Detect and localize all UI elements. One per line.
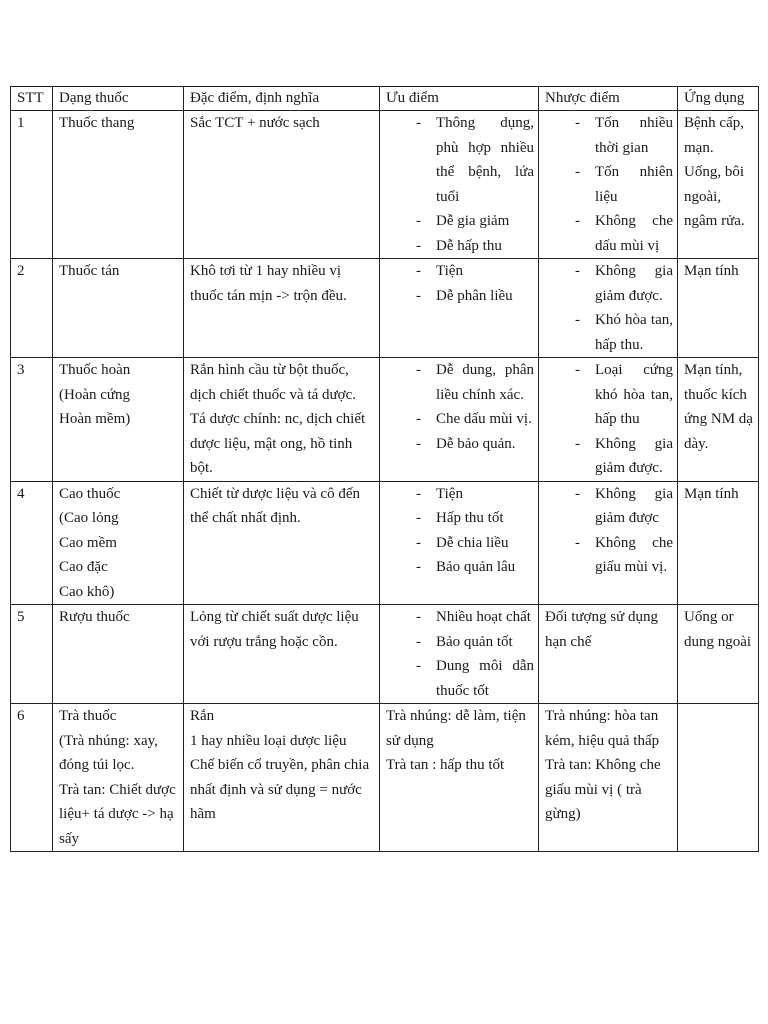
cell-advantages	[380, 704, 539, 852]
form-line: Thuốc thang	[59, 115, 135, 131]
cell-advantages	[380, 358, 539, 482]
list-item: - Tốn nhiên liệu	[545, 160, 673, 209]
advantage-text: Trà tan : hấp thu tốt	[386, 757, 505, 773]
advantages-list	[386, 259, 534, 308]
table-row	[11, 481, 759, 605]
form-line: Cao thuốc	[59, 485, 121, 502]
form-line: (Hoàn cứng	[59, 386, 131, 403]
cell-disadvantages	[539, 259, 678, 358]
list-item: - Tiện	[386, 259, 534, 284]
list-item: - Nhiều hoạt chất	[386, 605, 534, 630]
desc-line: Tá dược chính: nc, dịch chiết dược liệu, mật ong, hồ tinh bột.	[190, 411, 366, 476]
list-item: - Bảo quản lâu	[386, 555, 534, 580]
header-stt: STT	[11, 87, 53, 111]
header-drug-form: Dạng thuốc	[53, 87, 184, 111]
desc-line: Chiết từ dược liệu và cô đến thể chất nhất định.	[190, 485, 360, 526]
advantages-list	[386, 358, 534, 456]
table-header-row	[11, 87, 759, 111]
desc-line: Rắn hình cầu từ bột thuốc, dịch chiết thuốc và tá dược.	[190, 362, 357, 403]
form-line: Thuốc hoàn	[59, 362, 131, 378]
cell-application	[678, 704, 759, 852]
desc-line: Sắc TCT + nước sạch	[190, 115, 320, 131]
table-row	[11, 605, 759, 704]
cell-disadvantages	[539, 481, 678, 605]
cell-disadvantages	[539, 358, 678, 482]
cell-advantages	[380, 259, 539, 358]
list-item: - Bảo quản tốt	[386, 630, 534, 655]
cell-disadvantages	[539, 704, 678, 852]
cell-drug-form	[53, 481, 184, 605]
desc-line: Lỏng từ chiết suất dược liệu với rượu trắng hoặc cồn.	[190, 609, 359, 650]
list-item: - Dễ hấp thu	[386, 234, 534, 259]
list-item: - Dung môi dẫn thuốc tốt	[386, 654, 534, 703]
cell-characteristics	[184, 481, 380, 605]
table-row	[11, 111, 759, 259]
cell-advantages	[380, 111, 539, 259]
advantages-list	[386, 605, 534, 703]
disadvantages-list	[545, 358, 673, 481]
cell-application: Mạn tính, thuốc kích ứng NM dạ dày.	[678, 358, 759, 482]
header-application: Ứng dụng	[678, 87, 759, 111]
disadvantage-text: Đối tượng sử dụng hạn chế	[545, 609, 658, 650]
form-line: Cao khô)	[59, 583, 115, 600]
list-item: - Tốn nhiều thời gian	[545, 111, 673, 160]
cell-stt: 5	[11, 605, 53, 704]
header-disadvantages: Nhược điểm	[539, 87, 678, 111]
list-item: - Dễ chia liều	[386, 531, 534, 556]
form-line: (Cao lỏng	[59, 510, 119, 526]
list-item: - Dễ dung, phân liều chính xác.	[386, 358, 534, 407]
cell-advantages	[380, 481, 539, 605]
cell-disadvantages	[539, 111, 678, 259]
list-item: - Không che dấu mùi vị	[545, 209, 673, 258]
disadvantages-list	[545, 111, 673, 258]
desc-line: Khô tơi từ 1 hay nhiều vị thuốc tán mịn -> trộn đều.	[190, 263, 347, 304]
cell-characteristics	[184, 259, 380, 358]
cell-drug-form	[53, 111, 184, 259]
cell-drug-form	[53, 358, 184, 482]
cell-characteristics	[184, 358, 380, 482]
list-item: - Không gia giảm được.	[545, 259, 673, 308]
list-item: - Khó hòa tan, hấp thu.	[545, 308, 673, 357]
desc-line: Rắn	[190, 708, 215, 724]
cell-characteristics	[184, 605, 380, 704]
list-item: - Loại cứng khó hòa tan, hấp thu	[545, 358, 673, 432]
list-item: - Thông dụng, phù hợp nhiều thể bệnh, lứa tuổi	[386, 111, 534, 209]
cell-stt: 2	[11, 259, 53, 358]
drug-forms-table	[10, 86, 759, 852]
disadvantages-list	[545, 259, 673, 357]
list-item: - Không che giấu mùi vị.	[545, 531, 673, 580]
cell-stt: 1	[11, 111, 53, 259]
desc-line: 1 hay nhiều loại dược liệu	[190, 732, 347, 749]
cell-characteristics	[184, 704, 380, 852]
list-item: - Dễ phân liều	[386, 284, 534, 309]
list-item: - Tiện	[386, 482, 534, 507]
cell-characteristics	[184, 111, 380, 259]
cell-disadvantages	[539, 605, 678, 704]
cell-application: Bệnh cấp, mạn. Uống, bôi ngoài, ngâm rửa.	[678, 111, 759, 259]
cell-advantages	[380, 605, 539, 704]
cell-drug-form	[53, 704, 184, 852]
list-item: - Che dấu mùi vị.	[386, 407, 534, 432]
form-line: Cao đặc	[59, 559, 108, 575]
header-advantages: Ưu điểm	[380, 87, 539, 111]
table-row	[11, 704, 759, 852]
header-characteristics: Đặc điểm, định nghĩa	[184, 87, 380, 111]
form-line: Trà tan: Chiết dược liệu+ tá dược -> hạ sấy	[59, 781, 176, 847]
cell-drug-form	[53, 259, 184, 358]
cell-stt: 3	[11, 358, 53, 482]
form-line: Thuốc tán	[59, 263, 120, 279]
list-item: - Không gia giảm được	[545, 482, 673, 531]
form-line: Cao mềm	[59, 534, 117, 551]
cell-application: Uống or dung ngoài	[678, 605, 759, 704]
disadvantages-list	[545, 482, 673, 580]
cell-application: Mạn tính	[678, 259, 759, 358]
cell-drug-form	[53, 605, 184, 704]
form-line: Rượu thuốc	[59, 609, 130, 625]
form-line: Trà thuốc	[59, 708, 117, 724]
disadvantage-text: Trà nhúng: hòa tan kém, hiệu quả thấp	[545, 708, 660, 749]
desc-line: Chế biến cổ truyền, phân chia nhất định và sử dụng = nước hãm	[190, 757, 370, 822]
cell-stt: 4	[11, 481, 53, 605]
cell-stt: 6	[11, 704, 53, 852]
cell-application: Mạn tính	[678, 481, 759, 605]
advantages-list	[386, 482, 534, 580]
disadvantage-text: Trà tan: Không che giấu mùi vị ( trà gừng)	[545, 757, 661, 822]
table-row	[11, 259, 759, 358]
list-item: - Dễ bảo quản.	[386, 432, 534, 457]
advantage-text: Trà nhúng: dễ làm, tiện sử dụng	[386, 708, 526, 749]
list-item: - Hấp thu tốt	[386, 506, 534, 531]
form-line: (Trà nhúng: xay, đóng túi lọc.	[59, 732, 158, 773]
advantages-list	[386, 111, 534, 258]
form-line: Hoàn mềm)	[59, 411, 131, 427]
list-item: - Không gia giảm được.	[545, 432, 673, 481]
table-row	[11, 358, 759, 482]
list-item: - Dễ gia giảm	[386, 209, 534, 234]
